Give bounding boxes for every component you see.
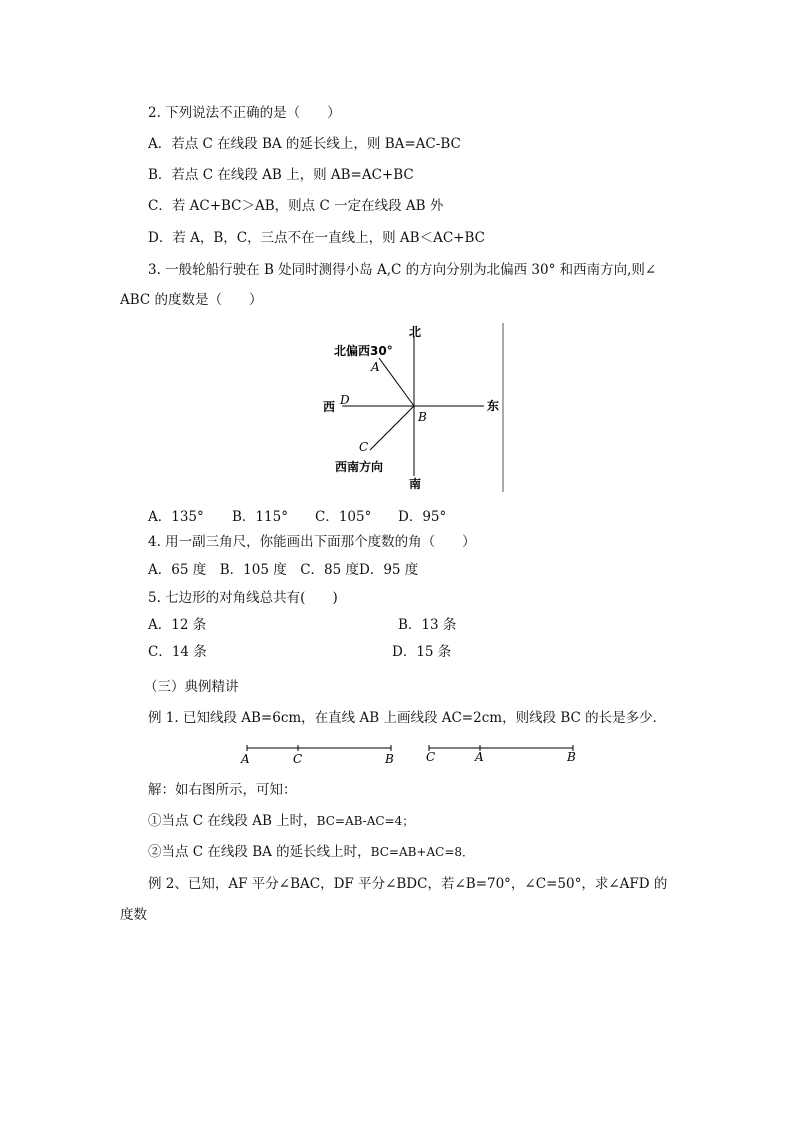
ex1-stem: 例 1. 已知线段 AB=6cm，在直线 AB 上画线段 AC=2cm，则线段 BC 的长是多少． — [148, 710, 667, 726]
ex2-line1: 例 2、已知，AF 平分∠BAC，DF 平分∠BDC，若∠B=70°，∠C=50°，求∠AFD 的 — [148, 876, 668, 892]
ray-bc — [370, 406, 414, 450]
fig1-point-a: A — [241, 752, 250, 766]
q5-option-b: B．13 条 — [398, 617, 457, 633]
north-label: 北 — [409, 325, 422, 339]
q3-stem-line1: 3. 一般轮船行驶在 B 处同时测得小岛 A,C 的方向分别为北偏西 30° 和西南方向,则∠ — [148, 262, 657, 278]
q2-option-d: D．若 A，B，C，三点不在一直线上，则 AB＜AC+BC — [148, 230, 485, 246]
ex2-line2: 度数 — [120, 907, 147, 923]
ex1-case2 — [148, 843, 474, 861]
south-west-label: 西南方向 — [335, 460, 384, 474]
fig1-point-b: B — [385, 752, 394, 766]
point-b-label: B — [418, 410, 427, 424]
point-c-label: C — [359, 440, 369, 454]
point-a-label: A — [371, 360, 380, 374]
segment-figure-2 — [420, 740, 585, 768]
fig1-point-c: C — [293, 752, 303, 766]
east-label: 东 — [487, 399, 500, 413]
q4-options: A．65 度 B．105 度 C．85 度D．95 度 — [148, 562, 419, 578]
ex1-case2-prefix: ②当点 C 在线段 BA 的延长线上时， — [148, 844, 371, 860]
ex1-case1-formula: BC=AB-AC=4； — [316, 814, 415, 828]
q2-option-a: A．若点 C 在线段 BA 的延长线上，则 BA=AC-BC — [148, 136, 461, 152]
segment-figure-1 — [236, 740, 406, 768]
ex1-solution-intro: 解：如右图所示，可知： — [148, 782, 297, 798]
point-d-label: D — [340, 393, 350, 407]
q2-stem: 2. 下列说法不正确的是（ ） — [148, 105, 341, 121]
q5-option-d: D．15 条 — [392, 644, 452, 660]
compass-figure — [320, 320, 520, 496]
q3-option-d: D．95° — [398, 509, 447, 525]
q3-stem-line2: ABC 的度数是（ ） — [120, 292, 263, 308]
q2-option-c: C．若 AC+BC＞AB，则点 C 一定在线段 AB 外 — [148, 198, 444, 214]
west-label: 西 — [323, 400, 336, 414]
south-label: 南 — [409, 477, 422, 491]
q2-option-b: B．若点 C 在线段 AB 上，则 AB=AC+BC — [148, 167, 414, 183]
q3-option-c: C．105° — [315, 509, 372, 525]
q3-option-b: B．115° — [232, 509, 288, 525]
q5-option-c: C．14 条 — [148, 644, 207, 660]
q3-option-a: A．135° — [148, 509, 204, 525]
q5-stem: 5. 七边形的对角线总共有( ) — [148, 590, 338, 606]
q5-option-a: A．12 条 — [148, 617, 207, 633]
ex1-case1 — [148, 812, 414, 830]
ex1-case1-prefix: ①当点 C 在线段 AB 上时， — [148, 813, 317, 829]
section-heading: （三）典例精讲 — [144, 679, 239, 695]
fig2-point-b: B — [567, 750, 576, 764]
ray-ba — [379, 358, 414, 406]
fig2-point-a: A — [475, 750, 484, 764]
north-west-30-label: 北偏西30° — [334, 344, 393, 358]
q4-stem: 4. 用一副三角尺，你能画出下面那个度数的角（ ） — [148, 534, 476, 550]
fig2-point-c: C — [426, 750, 436, 764]
ex1-case2-formula: BC=AB+AC=8． — [370, 845, 475, 859]
